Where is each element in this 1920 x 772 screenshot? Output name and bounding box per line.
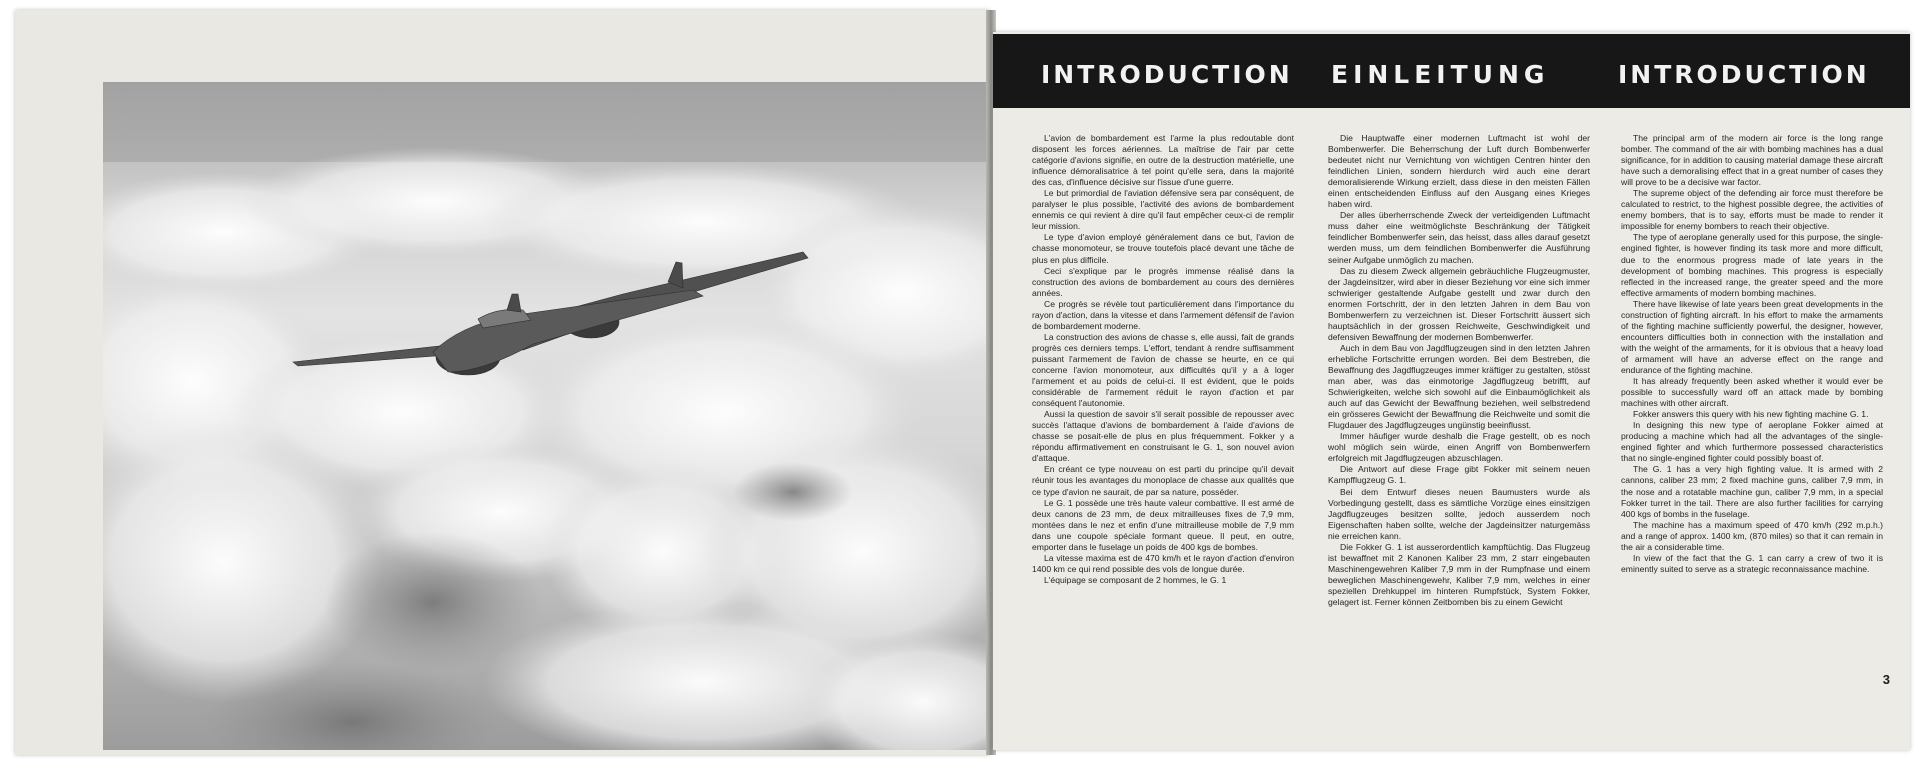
column-french	[1032, 133, 1294, 586]
clouds-and-aircraft-illustration	[103, 82, 988, 750]
column-english	[1621, 133, 1883, 575]
aircraft-photo	[103, 82, 988, 750]
page-number: 3	[1882, 672, 1890, 687]
paragraph: Bei dem Entwurf dieses neuen Baumusters wurde als Vorbedingung gestellt, dass es sämtliche Vorzüge eines einsitzigen Jagdflugzeuges besitzen sollte, jedoch ausserdem noch Eigenschaften haben sollte, welche der Jagdeinsitzer naturgemäss nie erreichen kann.	[1328, 486, 1590, 541]
paragraph: Der alles überherrschende Zweck der verteidigenden Luftmacht muss daher eine weitmöglichste Beschränkung der Tätigkeit feindlicher Bombenwerfer sein, das heisst, dass alles darauf gesetzt werden muss, um dem feindlichen Bombenwerfer die Ausführung seiner Aufgabe unmöglich zu machen.	[1328, 210, 1590, 265]
paragraph: Das zu diesem Zweck allgemein gebräuchliche Flugzeugmuster, der Jagdeinsitzer, wird aber in dieser Beziehung vor eine sich immer schwieriger gestaltende Aufgabe gestellt und zwar durch den enormen Fortschritt, der in den letzten Jahren in dem Bau von Bombenwerfern zu verzeichnen ist. Dieser Fortschritt äussert sich hauptsächlich in der grossen Reichweite, Geschwindigkeit und defensiven Bewaffnung der modernen Bombenwerfer.	[1328, 265, 1590, 342]
paragraph: There have likewise of late years been great developments in the construction of fighting aircraft. In his effort to make the armaments of the fighting machine sufficiently powerful, the designer, however, encounters difficulties both in connection with the installation and with the weight of the armaments, for it is obvious that a heavy load of armament will have an adverse effect on the range and endurance of the fighting machine.	[1621, 298, 1883, 375]
paragraph: Die Hauptwaffe einer modernen Luftmacht ist wohl der Bombenwerfer. Die Beherrschung der Luft durch Bombenwerfer bedeutet nicht nur Vernichtung von wichtigen Centren hinter den feindlichen Linien, sondern hierdurch wird auch eine derart demoralisierende Wirkung erzielt, dass diese in den meisten Fällen einen entscheidenden Einfluss auf den Ausgang eines Krieges haben wird.	[1328, 133, 1590, 210]
paragraph: The type of aeroplane generally used for this purpose, the single-engined fighter, is however finding its task more and more difficult, due to the enormous progress made of late years in the development of bombing machines. This progress is especially reflected in the increased range, the greater speed and the more effective armaments of modern bombing machines.	[1621, 232, 1883, 298]
paragraph: La vitesse maxima est de 470 km/h et le rayon d'action d'environ 1400 km ce qui rend possible des vols de longue durée.	[1032, 552, 1294, 574]
left-page	[15, 10, 990, 755]
heading-german: EINLEITUNG	[1331, 60, 1550, 89]
paragraph: It has already frequently been asked whether it would ever be possible to successfully ward off an attack made by bombing machines with other aircraft.	[1621, 376, 1883, 409]
header-band	[993, 34, 1910, 108]
paragraph: Ceci s'explique par le progrès immense réalisé dans la construction des avions de bombardement au cours des dernières années.	[1032, 265, 1294, 298]
cloud-layer	[103, 147, 988, 750]
paragraph: En créant ce type nouveau on est parti du principe qu'il devait réunir tous les avantages du monoplace de chasse aux qualités que ce type d'avion ne saurait, de par sa nature, posséder.	[1032, 464, 1294, 497]
paragraph: Aussi la question de savoir s'il serait possible de repousser avec succès l'attaque d'avions de bombardement à l'aide d'avions de chasse se posait-elle de plus en plus fréquemment. Fokker y a répondu affirmativement en construisant le G. 1, son nouvel avion d'attaque.	[1032, 409, 1294, 464]
paragraph: L'avion de bombardement est l'arme la plus redoutable dont disposent les forces aériennes. La maîtrise de l'air par cette catégorie d'avions signifie, en outre de la destruction matérielle, une influence démoralisatrice à tel point qu'elle sera, dans la majorité des cas, d'influence décisive sur l'issue d'une guerre.	[1032, 133, 1294, 188]
paragraph: The machine has a maximum speed of 470 km/h (292 m.p.h.) and a range of approx. 1400 km, (870 miles) so that it can remain in the air a considerable time.	[1621, 519, 1883, 552]
paragraph: Ce progrès se révèle tout particulièrement dans l'importance du rayon d'action, dans la vitesse et dans l'armement défensif de l'avion de bombardement moderne.	[1032, 298, 1294, 331]
paragraph: Immer häufiger wurde deshalb die Frage gestellt, ob es noch wohl möglich sein würde, einen Angriff von Bombenwerfern erfolgreich mit Jagdflugzeugen abzuschlagen.	[1328, 431, 1590, 464]
paragraph: Die Fokker G. 1 ist ausserordentlich kampftüchtig. Das Flugzeug ist bewaffnet mit 2 Kanonen Kaliber 23 mm, 2 starr eingebauten Maschinengewehren Kaliber 7,9 mm in der Rumpfnase und einem beweglichen Maschinengewehr, Kaliber 7,9 mm, welches in einer speziellen Drehkuppel im hinteren Rumpfstück, System Fokker, gelagert ist. Ferner können Zeitbomben bis zu einem Gewicht	[1328, 541, 1590, 607]
paragraph: In view of the fact that the G. 1 can carry a crew of two it is eminently suited to serve as a strategic reconnaissance machine.	[1621, 552, 1883, 574]
heading-french: INTRODUCTION	[1041, 60, 1293, 89]
right-page	[993, 32, 1910, 750]
heading-english: INTRODUCTION	[1618, 60, 1870, 89]
paragraph: Le G. 1 possède une très haute valeur combattive. Il est armé de deux canons de 23 mm, de deux mitrailleuses fixes de 7,9 mm, montées dans le nez et enfin d'une mitrailleuse mobile de 7,9 mm dans une coupole spéciale formant queue. Il peut, en outre, emporter dans le fuselage un poids de 400 kgs de bombes.	[1032, 497, 1294, 552]
paragraph: Auch in dem Bau von Jagdflugzeugen sind in den letzten Jahren erhebliche Fortschritte errungen worden. Bei dem Bestreben, die Bewaffnung des Jagdflugzeuges immer kräftiger zu gestalten, stösst man aber, was das einmotorige Jagdflugzeug betrifft, auf Schwierigkeiten, welche sich sowohl auf die Einbaumöglichkeit als auch auf das Gewicht der Bewaffnung beziehen, weil selbstredend ein grösseres Gewicht der Bewaffnung die Reichweite und somit die Flugdauer des Jagdflugzeuges ungünstig beeinflusst.	[1328, 342, 1590, 431]
paragraph: The supreme object of the defending air force must therefore be calculated to restrict, to the highest possible degree, the activities of enemy bombers, that is to say, efforts must be made to render it impossible for enemy bombers to reach their objective.	[1621, 188, 1883, 232]
paragraph: L'équipage se composant de 2 hommes, le G. 1	[1044, 574, 1227, 585]
paragraph: Le type d'avion employé généralement dans ce but, l'avion de chasse monomoteur, se trouve toutefois placé devant une tâche de plus en plus difficile.	[1032, 232, 1294, 265]
column-german	[1328, 133, 1590, 608]
paragraph: The G. 1 has a very high fighting value. It is armed with 2 cannons, caliber 23 mm; 2 fixed machine guns, caliber 7,9 mm, in the nose and a rotatable machine gun, caliber 7,9 mm, in a special Fokker turret in the tail. There are also further facilities for carrying 400 kgs of bombs in the fuselage.	[1621, 464, 1883, 519]
paragraph: The principal arm of the modern air force is the long range bomber. The command of the air with bombing machines has a dual significance, for in addition to causing material damage these aircraft have such a demoralising effect that in a great number of cases they will prove to be a decisive war factor.	[1621, 133, 1883, 188]
paragraph: Fokker answers this query with his new fighting machine G. 1.	[1633, 409, 1869, 420]
paragraph: Die Antwort auf diese Frage gibt Fokker mit seinem neuen Kampfflugzeug G. 1.	[1328, 464, 1590, 486]
paragraph: La construction des avions de chasse s, elle aussi, fait de grands progrès ces derniers temps. L'effort, tendant à rendre suffisamment puissant l'armement de l'avion de chasse se heurte, en ce qui concerne l'avion monomoteur, aux difficultés qu'il y a à loger l'armement et au poids de celui-ci. Il est évident, que le poids considérable de l'armement réduit le rayon d'action et par conséquent l'autonomie.	[1032, 331, 1294, 409]
paragraph: Le but primordial de l'aviation défensive sera par conséquent, de paralyser le plus possible, l'activité des avions de bombardement ennemis ce qui revient à dire qu'il faut empêcher ceux-ci de remplir leur mission.	[1032, 188, 1294, 232]
paragraph: In designing this new type of aeroplane Fokker aimed at producing a machine which had all the advantages of the single-engined fighter and which furthermore possessed characteristics that no single-engined fighter could possibly boast of.	[1621, 420, 1883, 464]
